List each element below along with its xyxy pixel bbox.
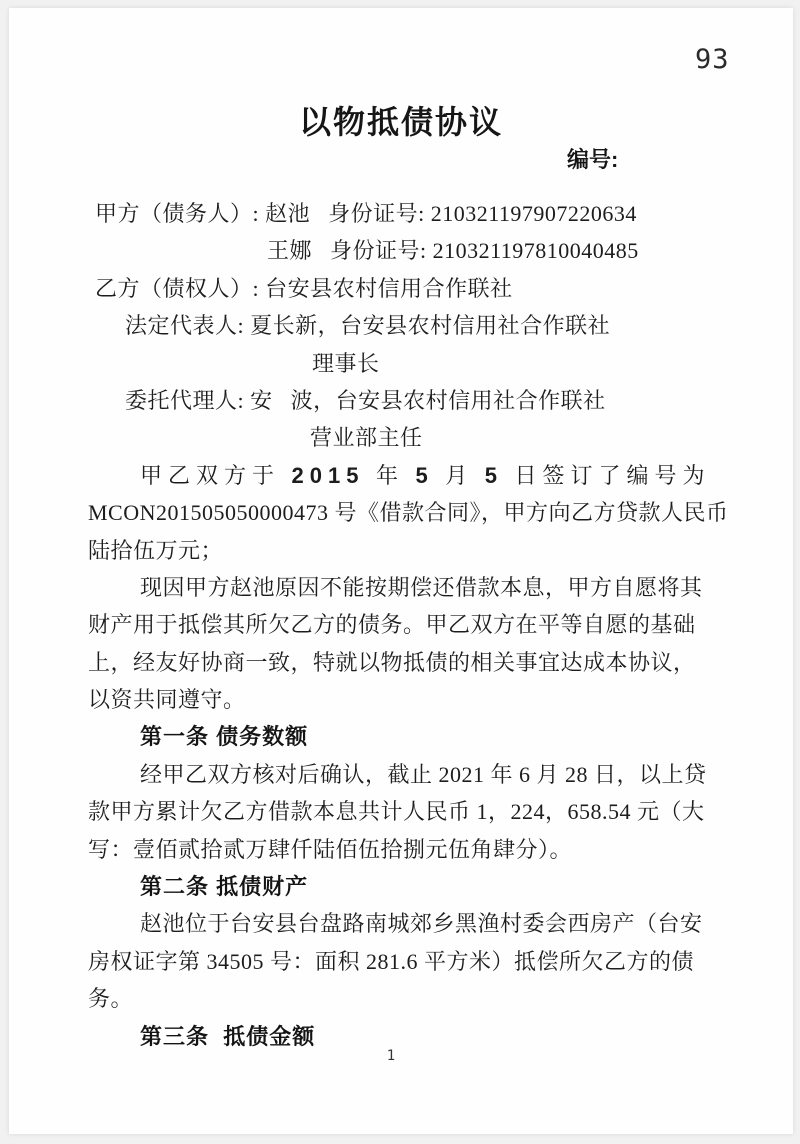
entrusted-agent-line: 委托代理人: 安 波，台安县农村信用社合作联社	[125, 387, 606, 413]
loan-amount-words-line: 陆拾伍万元；	[88, 537, 224, 563]
document-page	[9, 8, 793, 1134]
clause-2-line-1: 赵池位于台安县台盘路南城郊乡黑渔村委会西房产（台安	[140, 911, 703, 937]
clause-1-line-2: 款甲方累计欠乙方借款本息共计人民币 1，224，658.54 元（大	[88, 799, 705, 825]
contract-signing-intro-line	[140, 457, 714, 494]
reason-paragraph-line-4: 以资共同遵守。	[88, 687, 246, 713]
party-a-debtor-line: 甲方（债务人）: 赵池 身份证号: 210321197907220634	[95, 201, 637, 226]
doc-number-label: 编号:	[567, 147, 619, 172]
clause-2-line-3: 务。	[88, 986, 134, 1012]
clause-1-line-3: 写：壹佰贰拾贰万肆仟陆佰伍拾捌元伍角肆分）。	[88, 836, 573, 862]
clause-3-heading: 第三条 抵债金额	[140, 1023, 316, 1049]
intro-text-2: 年	[364, 462, 416, 488]
clause-2-heading: 第二条 抵债财产	[140, 874, 309, 900]
reason-paragraph-line-1: 现因甲方赵池原因不能按期偿还借款本息，甲方自愿将其	[140, 574, 703, 600]
document-title: 以物抵债协议	[298, 104, 503, 140]
document-body	[9, 195, 729, 1055]
contract-year: 2015	[291, 462, 365, 488]
intro-text-1: 甲乙双方于	[140, 462, 292, 488]
agent-title-line: 营业部主任	[310, 425, 423, 451]
scan-page-number: 93	[695, 44, 730, 75]
reason-paragraph-line-3: 上，经友好协商一致，特就以物抵债的相关事宜达成本协议，	[88, 649, 696, 675]
contract-day: 5	[484, 462, 503, 488]
loan-contract-number-line: MCON201505050000473 号《借款合同》，甲方向乙方贷款人民币	[88, 500, 729, 526]
party-a-second-debtor-line: 王娜 身份证号: 210321197810040485	[267, 238, 639, 264]
reason-paragraph-line-2: 财产用于抵偿其所欠乙方的债务。甲乙双方在平等自愿的基础	[88, 612, 696, 638]
intro-text-4: 日签订了编号为	[503, 462, 711, 488]
legal-representative-line: 法定代表人: 夏长新，台安县农村信用社合作联社	[125, 313, 611, 339]
clause-2-line-2: 房权证字第 34505 号：面积 281.6 平方米）抵偿所欠乙方的债	[88, 948, 695, 974]
clause-1-heading: 第一条 债务数额	[140, 724, 309, 750]
party-b-creditor-line: 乙方（债权人）: 台安县农村信用合作联社	[95, 275, 513, 301]
representative-title-line: 理事长	[312, 350, 380, 376]
contract-month: 5	[415, 462, 434, 488]
footer-page-number: 1	[386, 1048, 396, 1064]
intro-text-3: 月	[433, 462, 485, 488]
clause-1-line-1: 经甲乙双方核对后确认，截止 2021 年 6 月 28 日，以上贷	[140, 761, 707, 787]
